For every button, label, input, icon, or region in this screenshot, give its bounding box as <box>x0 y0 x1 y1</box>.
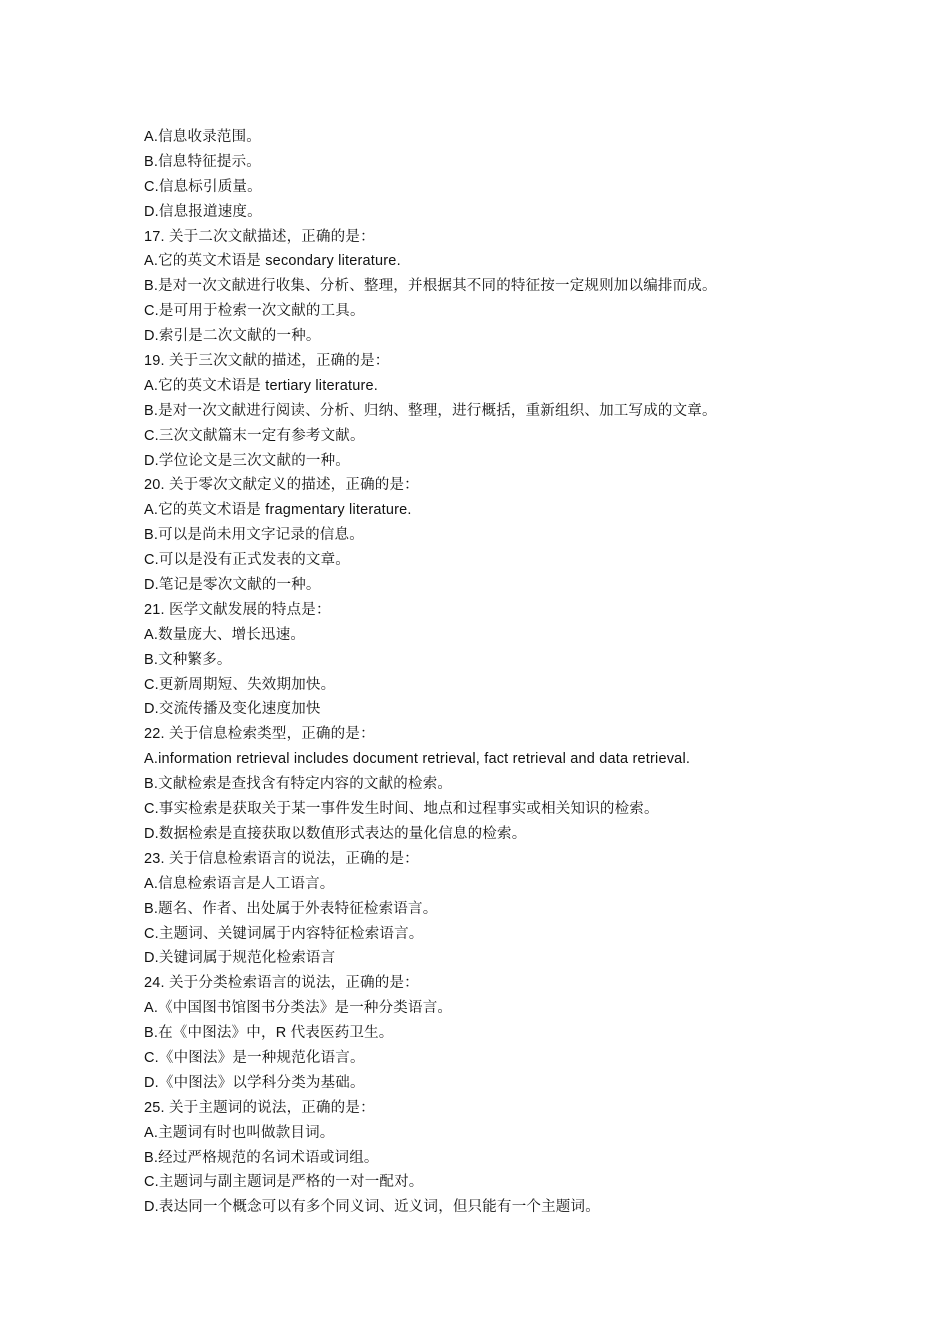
question-heading: 20. 关于零次文献定义的描述，正确的是： <box>144 477 419 494</box>
text-line: B.文种繁多。 <box>144 651 232 668</box>
text-line: D.学位论文是三次文献的一种。 <box>144 452 350 469</box>
text-line: B.在《中图法》中，R 代表医药卫生。 <box>144 1025 394 1042</box>
question-heading: 24. 关于分类检索语言的说法，正确的是： <box>144 975 419 992</box>
text-line: C.更新周期短、失效期加快。 <box>144 676 336 693</box>
text-line: A.《中国图书馆图书分类法》是一种分类语言。 <box>144 1000 453 1017</box>
text-line: B.是对一次文献进行收集、分析、整理，并根据其不同的特征按一定规则加以编排而成。 <box>144 278 717 295</box>
text-line: B.题名、作者、出处属于外表特征检索语言。 <box>144 900 438 917</box>
question-heading: 19. 关于三次文献的描述，正确的是： <box>144 353 390 370</box>
text-line: B.是对一次文献进行阅读、分析、归纳、整理，进行概括，重新组织、加工写成的文章。 <box>144 402 717 419</box>
text-line: C.是可用于检索一次文献的工具。 <box>144 303 365 320</box>
text-line: A.信息检索语言是人工语言。 <box>144 875 335 892</box>
question-heading: 17. 关于二次文献描述，正确的是： <box>144 228 375 245</box>
text-line: D.关键词属于规范化检索语言 <box>144 950 336 967</box>
text-line: C.主题词与副主题词是严格的一对一配对。 <box>144 1174 424 1191</box>
text-line: D.表达同一个概念可以有多个同义词、近义词，但只能有一个主题词。 <box>144 1199 600 1216</box>
question-heading: 25. 关于主题词的说法，正确的是： <box>144 1099 375 1116</box>
text-line: C.主题词、关键词属于内容特征检索语言。 <box>144 925 424 942</box>
text-line: D.交流传播及变化速度加快 <box>144 701 321 718</box>
text-line: B.信息特征提示。 <box>144 153 261 170</box>
text-line: D.笔记是零次文献的一种。 <box>144 577 321 594</box>
text-line: A.它的英文术语是 fragmentary literature. <box>144 502 412 519</box>
text-line: A.主题词有时也叫做款目词。 <box>144 1124 335 1141</box>
text-line: A.它的英文术语是 tertiary literature. <box>144 377 379 394</box>
text-line: B.文献检索是查找含有特定内容的文献的检索。 <box>144 776 453 793</box>
text-line: C.信息标引质量。 <box>144 178 262 195</box>
text-line: B.经过严格规范的名词术语或词组。 <box>144 1149 379 1166</box>
question-heading: 21. 医学文献发展的特点是： <box>144 601 331 618</box>
text-line: C.三次文献篇末一定有参考文献。 <box>144 427 365 444</box>
text-line: A.数量庞大、增长迅速。 <box>144 626 306 643</box>
text-line: D.索引是二次文献的一种。 <box>144 328 321 345</box>
text-line: A.信息收录范围。 <box>144 129 261 145</box>
question-heading: 22. 关于信息检索类型，正确的是： <box>144 726 375 743</box>
text-line: D.《中图法》以学科分类为基础。 <box>144 1074 365 1091</box>
text-line: C.《中图法》是一种规范化语言。 <box>144 1049 365 1066</box>
document-page <box>144 125 824 1220</box>
text-line: C.事实检索是获取关于某一事件发生时间、地点和过程事实或相关知识的检索。 <box>144 801 659 818</box>
text-line: A.它的英文术语是 secondary literature. <box>144 253 401 270</box>
text-line: D.信息报道速度。 <box>144 203 262 220</box>
question-heading: 23. 关于信息检索语言的说法，正确的是： <box>144 850 419 867</box>
text-line: B.可以是尚未用文字记录的信息。 <box>144 527 364 544</box>
text-line: C.可以是没有正式发表的文章。 <box>144 552 350 569</box>
text-line: D.数据检索是直接获取以数值形式表达的量化信息的检索。 <box>144 825 527 842</box>
text-line: A.information retrieval includes document retrieval, fact retrieval and data retrieval. <box>144 751 691 768</box>
